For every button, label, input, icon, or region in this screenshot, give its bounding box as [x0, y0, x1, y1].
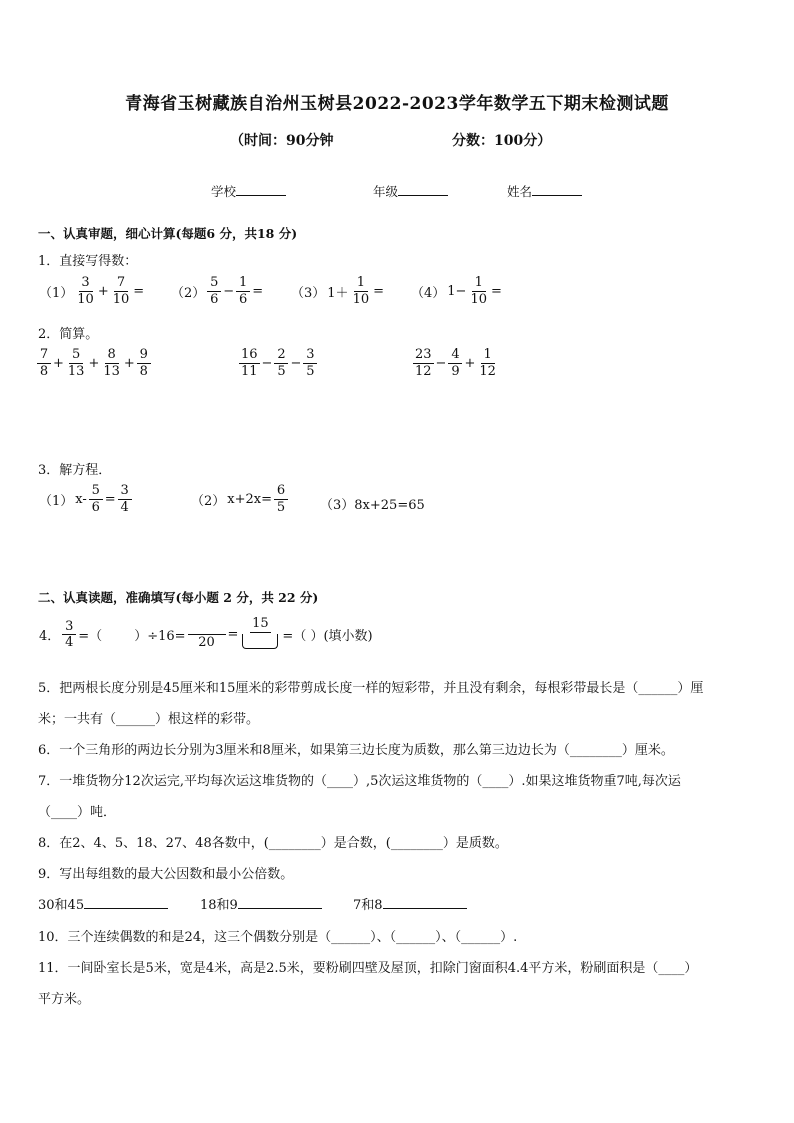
q6: 6．一个三角形的两边长分别为3厘米和8厘米，如果第三边长度为质数，那么第三边边长为（________）厘米。	[38, 743, 674, 758]
school-field[interactable]	[211, 182, 286, 200]
q2-label: 2．简算。	[38, 327, 99, 342]
q11-line-2: 平方米。	[38, 992, 91, 1007]
q3-label: 3．解方程．	[38, 463, 112, 478]
q2-expr-2: $\frac{16}{11}$ − $\frac{2}{5}$ − $\frac{3}{5}$	[238, 348, 318, 378]
q3-eq-2: （2） x+2x= $\frac{6}{5}$	[190, 484, 289, 514]
q7-line-1: 7．一堆货物分12次运完,平均每次运这堆货物的（____）,5次运这堆货物的（____）.如果这堆货物重7吨,每次运	[38, 774, 681, 789]
section-1-heading: 一、认真审题，细心计算(每题6 分，共18 分)	[38, 226, 298, 241]
q9: 9．写出每组数的最大公因数和最小公倍数。	[38, 867, 294, 882]
q8: 8．在2、4、5、18、27、48各数中，(________）是合数，(________）是质数。	[38, 836, 508, 851]
q9-group-3: 7和8	[353, 894, 467, 913]
q11-line-1: 11．一间卧室长是5米，宽是4米，高是2.5米，要粉刷四壁及屋顶，扣除门窗面积4.4平方米，粉刷面积是（____）	[38, 961, 698, 976]
q5-line-1: 5．把两根长度分别是45厘米和15厘米的彩带剪成长度一样的短彩带，并且没有剩余，每根彩带最长是（______）厘	[38, 681, 704, 696]
exam-time: （时间：90分钟	[230, 133, 334, 149]
grade-field[interactable]	[373, 182, 448, 200]
section-2-heading: 二、认真读题，准确填写(每小题 2 分，共 22 分)	[38, 590, 319, 605]
page-title: 青海省玉树藏族自治州玉树县2022-2023学年数学五下期末检测试题	[125, 94, 669, 114]
name-label: 姓名	[507, 184, 533, 199]
q10: 10．三个连续偶数的和是24，这三个偶数分别是（______）、（______）、（______）.	[38, 930, 518, 945]
q9-group-1: 30和45	[38, 894, 168, 913]
q5-line-2: 米；一共有（______）根这样的彩带。	[38, 712, 260, 727]
school-label: 学校	[211, 184, 237, 199]
q3-eq-3: （3）8x+25=65	[320, 498, 425, 513]
name-field[interactable]	[507, 182, 582, 200]
q2-expr-3: $\frac{23}{12}$ − $\frac{4}{9}$ + $\frac{1}{12}$	[415, 347, 496, 379]
q4: 4． $\frac{3}{4}$ =（ ）÷16= 20 = 15 =（ ）(填小数)	[39, 616, 373, 651]
q9-group-2: 18和9	[200, 894, 322, 913]
q3-eq-1: （1） x- $\frac{5}{6}$ = $\frac{3}{4}$	[38, 484, 133, 514]
q1-item-2: （2） $\frac{5}{6}$ − $\frac{1}{6}$ =	[171, 275, 264, 307]
grade-label: 年级	[373, 184, 399, 199]
exam-score: 分数：100分）	[452, 133, 552, 149]
q2-expr-1: $\frac{7}{8}$ + $\frac{5}{13}$ + $\frac{8}{13}$ + $\frac{9}{8}$	[36, 348, 152, 378]
q7-line-2: （____）吨．	[38, 805, 117, 820]
q1-item-1: （1） $\frac{3}{10}$ + $\frac{7}{10}$ =	[39, 275, 145, 307]
q1-label: 1．直接写得数：	[38, 254, 138, 269]
q1-item-4: （4） 1− $\frac{1}{10}$ =	[411, 275, 502, 307]
q1-item-3: （3） 1＋ $\frac{1}{10}$ =	[291, 275, 385, 307]
